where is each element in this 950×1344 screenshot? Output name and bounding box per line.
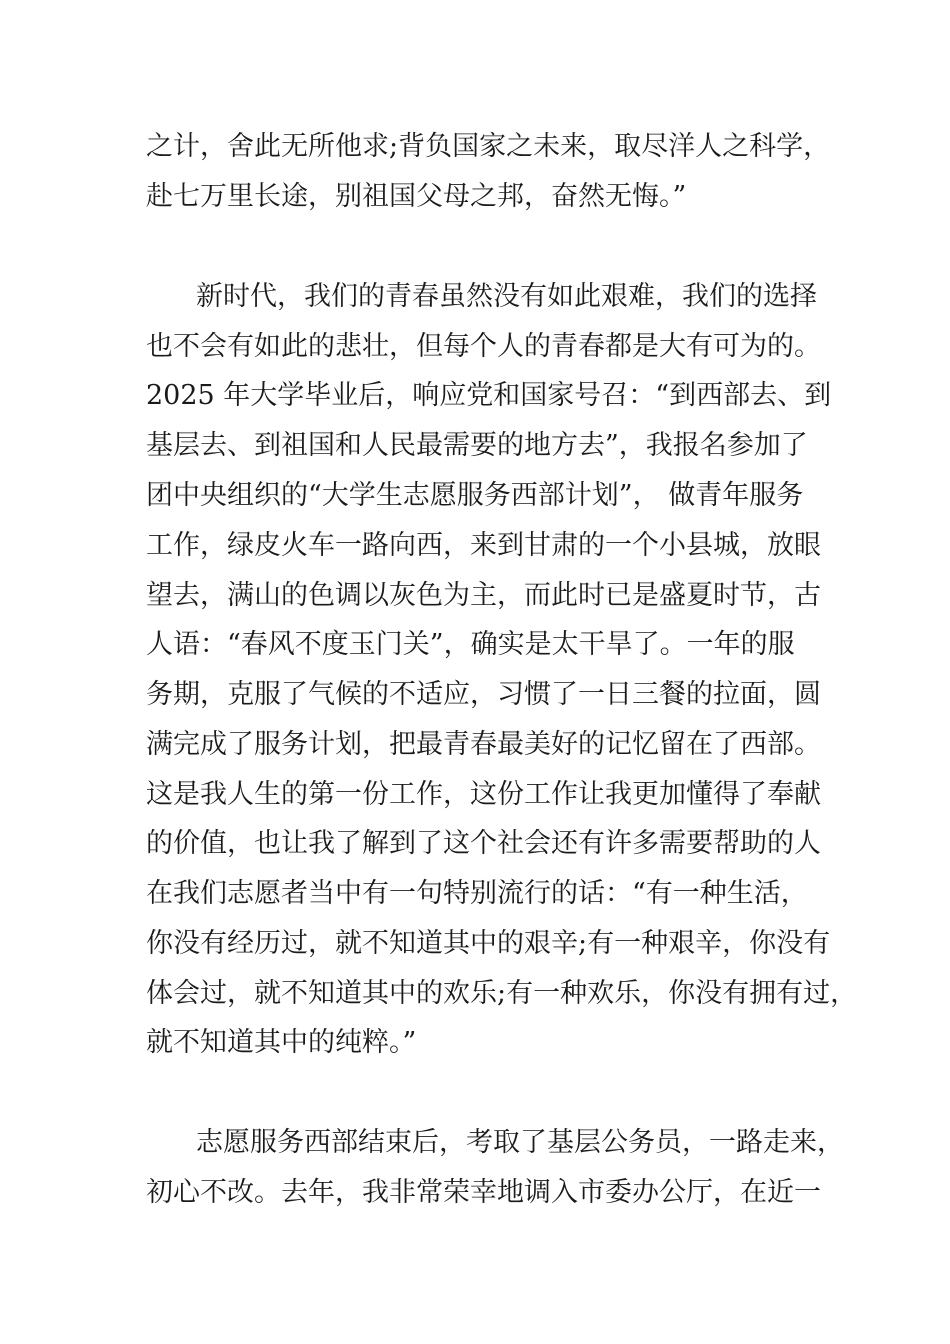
- text-line: 的价值，也让我了解到了这个社会还有许多需要帮助的人: [146, 828, 821, 859]
- paragraph-first-line: 志愿服务西部结束后，考取了基层公务员，一路走来，: [196, 1127, 844, 1158]
- text-line: 务期，克服了气候的不适应，习惯了一日三餐的拉面，圆: [146, 679, 821, 710]
- text-line: 初心不改。去年，我非常荣幸地调入市委办公厅，在近一: [146, 1177, 821, 1208]
- text-line: 赴七万里长途，别祖国父母之邦，奋然无悔。”: [146, 181, 687, 212]
- text-line: 团中央组织的“大学生志愿服务西部计划”， 做青年服务: [146, 480, 804, 511]
- text-line: 之计，舍此无所他求;背负国家之未来，取尽洋人之科学，: [146, 131, 831, 162]
- text-line: 体会过，就不知道其中的欢乐;有一种欢乐，你没有拥有过，: [146, 978, 858, 1009]
- text-line: 望去，满山的色调以灰色为主，而此时已是盛夏时节，古: [146, 580, 821, 611]
- text-line: 在我们志愿者当中有一句特别流行的话：“有一种生活，: [146, 878, 808, 909]
- text-line: 你没有经历过，就不知道其中的艰辛;有一种艰辛，你没有: [146, 928, 831, 959]
- text-line: 工作，绿皮火车一路向西，来到甘肃的一个小县城，放眼: [146, 530, 821, 561]
- paragraph-first-line: 新时代，我们的青春虽然没有如此艰难，我们的选择: [196, 281, 817, 312]
- text-line: 就不知道其中的纯粹。”: [146, 1027, 417, 1058]
- text-line: 2025 年大学毕业后，响应党和国家号召：“到西部去、到: [146, 380, 832, 411]
- text-line: 满完成了服务计划，把最青春最美好的记忆留在了西部。: [146, 729, 821, 760]
- text-line: 人语：“春风不度玉门关”，确实是太干旱了。一年的服: [146, 629, 795, 660]
- text-line: 这是我人生的第一份工作，这份工作让我更加懂得了奉献: [146, 779, 821, 810]
- text-line: 也不会有如此的悲壮，但每个人的青春都是大有可为的。: [146, 331, 821, 362]
- text-line: 基层去、到祖国和人民最需要的地方去”，我报名参加了: [146, 430, 808, 461]
